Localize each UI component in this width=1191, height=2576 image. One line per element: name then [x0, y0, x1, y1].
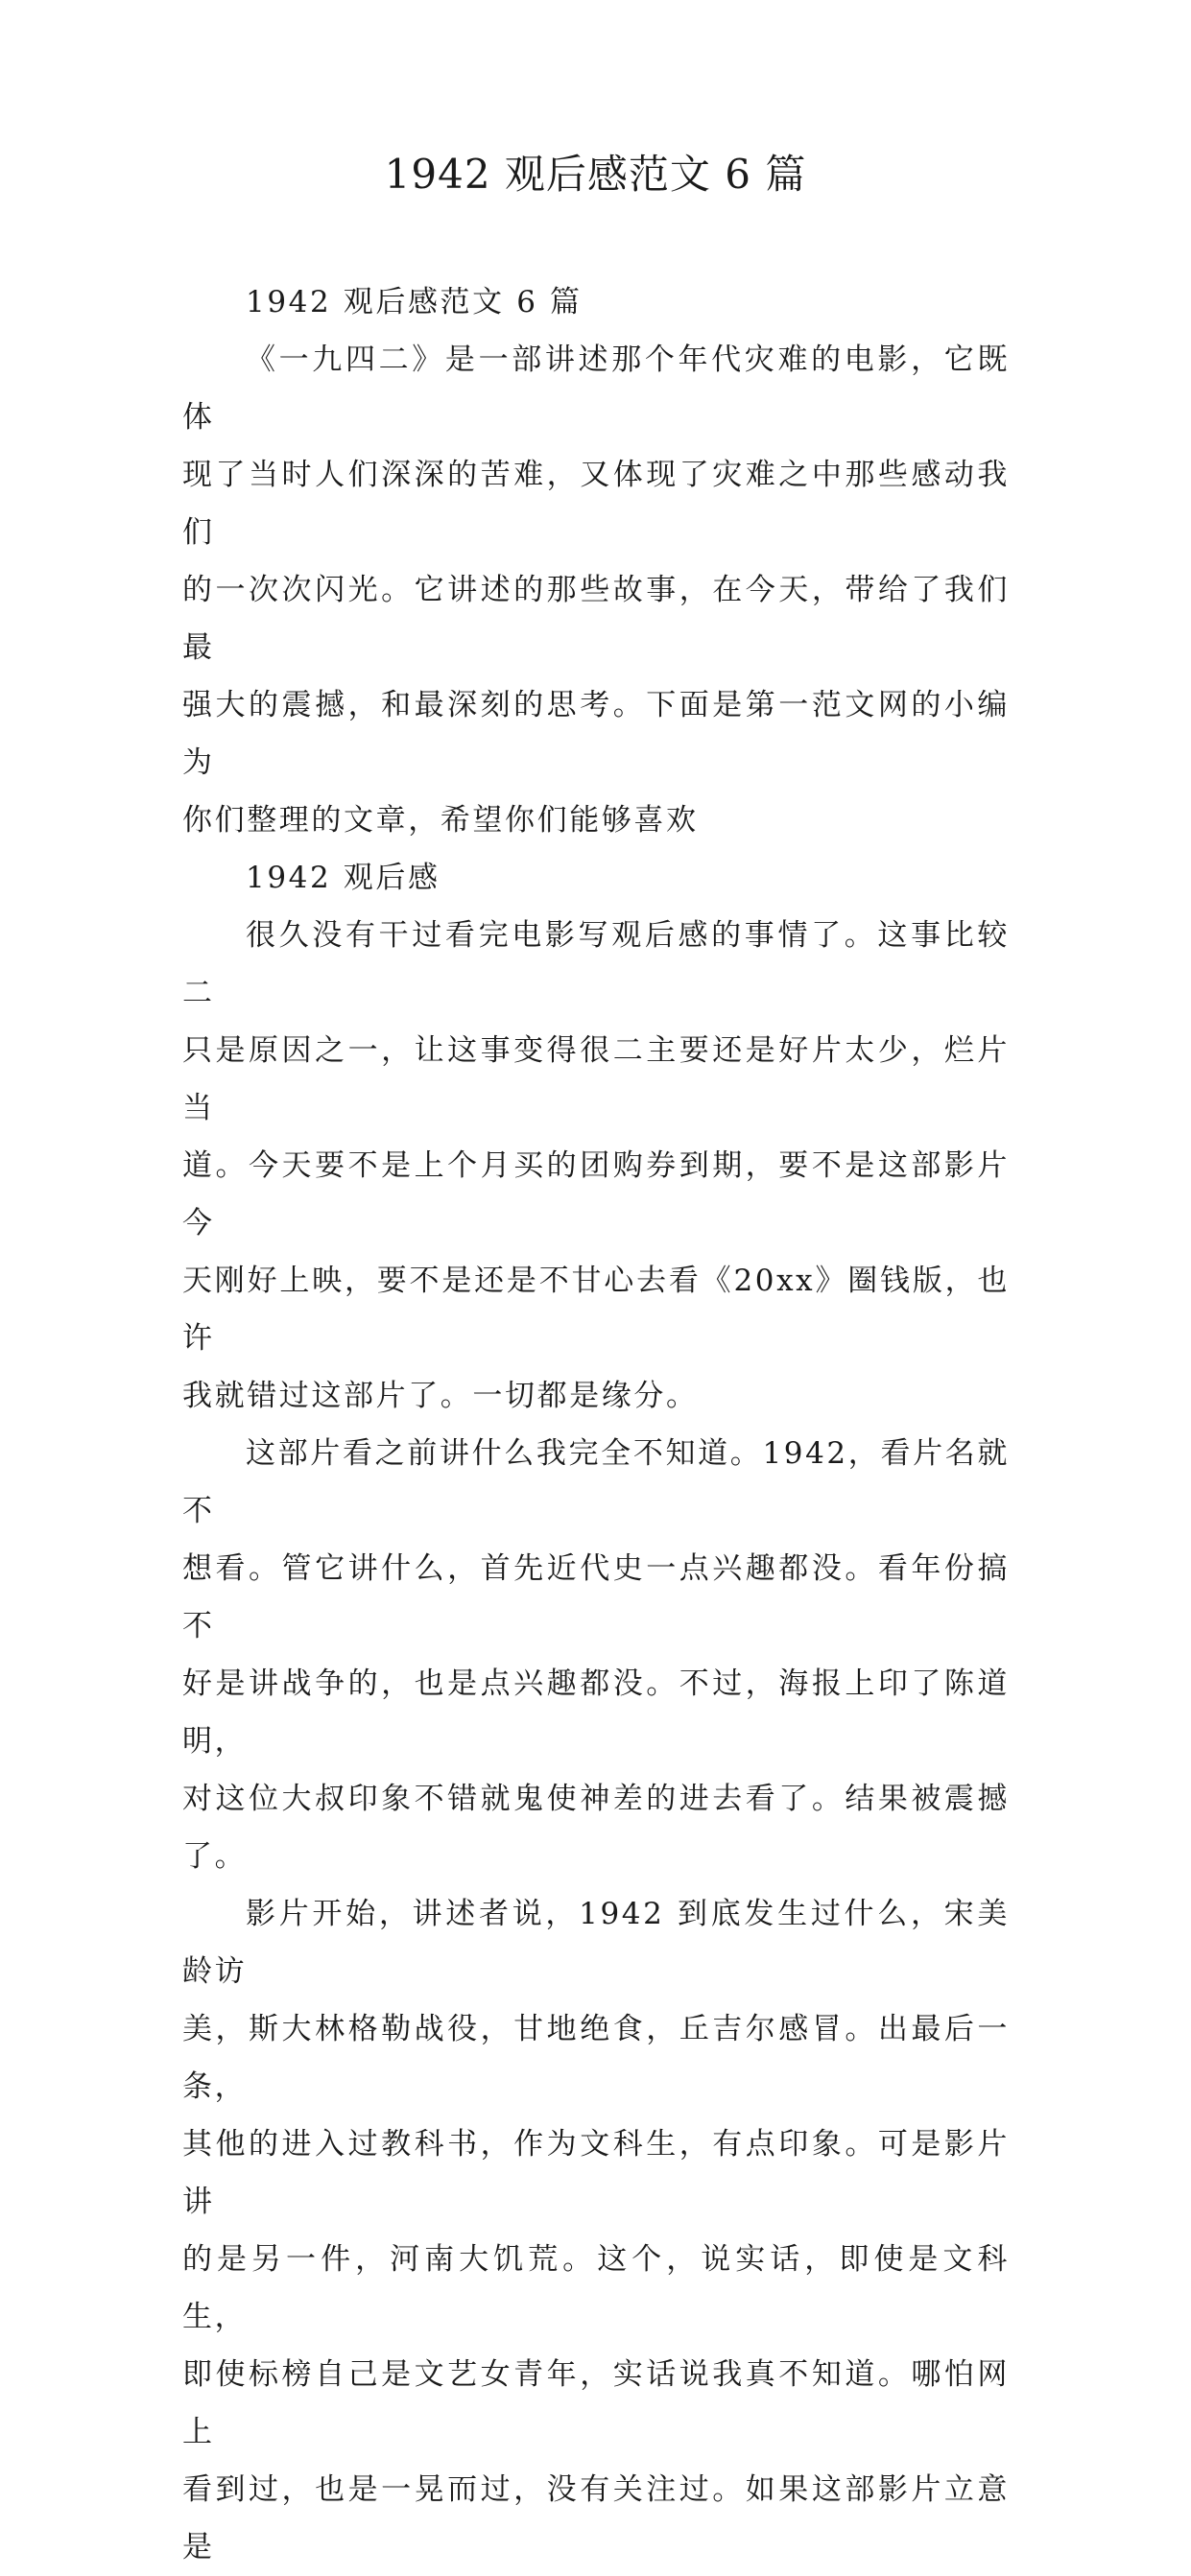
- body-paragraph: 这部片看之前讲什么我完全不知道。1942，看片名就不 想看。管它讲什么，首先近代史一点兴趣都没。看年份搞不 好是讲战争的，也是点兴趣都没。不过，海报上印了陈道明， 对这位大叔印象不错就鬼使神差的进去看了。结果被震撼了。: [182, 1436, 1010, 1874]
- body-paragraph: 影片开始，讲述者说，1942 到底发生过什么，宋美龄访 美，斯大林格勒战役，甘地绝食，丘吉尔感冒。出最后一条， 其他的进入过教科书，作为文科生，有点印象。可是影片讲 的是另一件，河南大饥荒。这个，说实话，即使是文科生， 即使标榜自己是文艺女青年，实话说我真不知道。哪怕网上 看到过，也是一晃而过，没有关注过。如果这部影片立意是: [182, 1897, 1010, 2564]
- subtitle-paragraph: 1942 观后感范文 6 篇: [246, 285, 583, 319]
- document-body: [182, 273, 1010, 2576]
- body-paragraph: 很久没有干过看完电影写观后感的事情了。这事比较二 只是原因之一，让这事变得很二主要还是好片太少，烂片当 道。今天要不是上个月买的团购券到期，要不是这部影片今 天刚好上映，要不是还是不甘心去看《20xx》圈钱版，也许 我就错过这部片了。一切都是缘分。: [182, 918, 1010, 1413]
- intro-paragraph: 《一九四二》是一部讲述那个年代灾难的电影，它既体 现了当时人们深深的苦难，又体现了灾难之中那些感动我们 的一次次闪光。它讲述的那些故事，在今天，带给了我们最 强大的震撼，和最深刻的思考。下面是第一范文网的小编为 你们整理的文章，希望你们能够喜欢: [182, 343, 1010, 838]
- section-heading: 1942 观后感: [246, 861, 441, 895]
- document-title: 1942 观后感范文 6 篇: [384, 151, 807, 198]
